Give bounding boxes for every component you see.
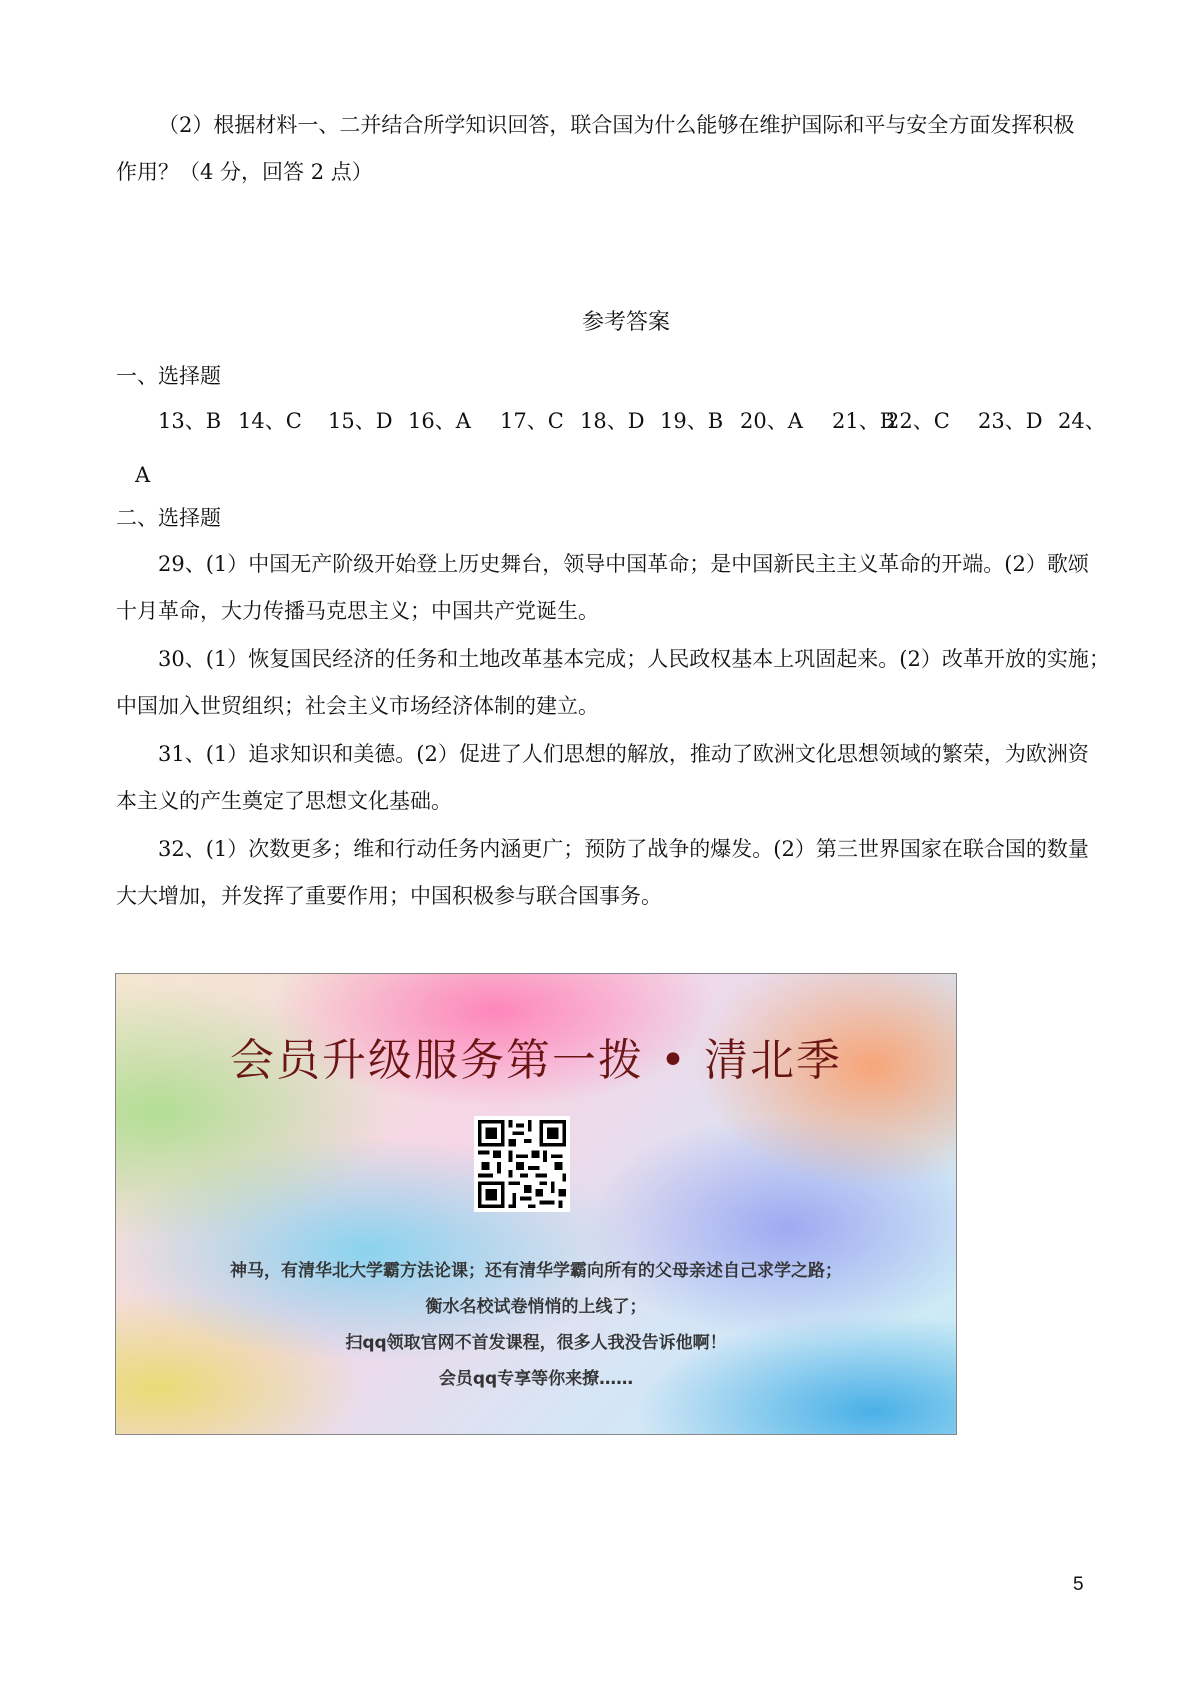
mc-answer: 23、D	[978, 409, 1043, 433]
banner-line: 会员qq专享等你来撩……	[438, 1369, 634, 1389]
answer-line: 中国加入世贸组织；社会主义市场经济体制的建立。	[116, 694, 599, 718]
question-2	[116, 102, 1096, 196]
question-line-1: （2）根据材料一、二并结合所学知识回答，联合国为什么能够在维护国际和平与安全方面发挥积极	[158, 113, 1075, 137]
banner-line: 扫qq领取官网不首发课程，很多人我没告诉他啊！	[345, 1333, 727, 1353]
answer-line: 31、(1）追求知识和美德。(2）促进了人们思想的解放，推动了欧洲文化思想领域的繁荣，为欧洲资	[158, 742, 1089, 766]
mc-answer: 18、D	[580, 409, 645, 433]
mc-answer: 14、C	[238, 409, 302, 433]
answer-29	[116, 541, 1096, 635]
answer-line: 30、(1）恢复国民经济的任务和土地改革基本完成；人民政权基本上巩固起来。(2）改革开放的实施；	[158, 647, 1110, 671]
mc-answer: 24、	[1058, 409, 1106, 433]
mc-answer: 17、C	[500, 409, 564, 433]
answer-32	[116, 826, 1096, 920]
question-line-2: 作用？（4 分，回答 2 点）	[116, 160, 373, 184]
mc-answer: 19、B	[660, 409, 724, 433]
page-number: 5	[1073, 1574, 1084, 1595]
mc-answer-wrap: A	[135, 463, 151, 487]
answer-line: 本主义的产生奠定了思想文化基础。	[116, 789, 452, 813]
mc-answer: 16、A	[408, 409, 471, 433]
answer-30	[116, 636, 1110, 730]
mc-answer: 13、B	[158, 409, 222, 433]
mc-answer: 15、D	[328, 409, 393, 433]
answer-line: 29、(1）中国无产阶级开始登上历史舞台，领导中国革命；是中国新民主主义革命的开端。(2）歌颂	[158, 552, 1089, 576]
qr-code-icon[interactable]	[474, 1116, 570, 1212]
banner-title: 会员升级服务第一拨 • 清北季	[230, 1035, 842, 1086]
promo-banner[interactable]	[115, 973, 957, 1435]
section1-heading: 一、选择题	[116, 364, 221, 388]
mc-answer: 21、B	[832, 409, 896, 433]
answer-31	[116, 731, 1096, 825]
mc-answer: 22、C	[886, 409, 950, 433]
mc-answer-row	[116, 405, 1116, 452]
section2-heading: 二、选择题	[116, 506, 221, 530]
answer-line: 32、(1）次数更多；维和行动任务内涵更广；预防了战争的爆发。(2）第三世界国家在联合国的数量	[158, 837, 1089, 861]
mc-answer: 20、A	[740, 409, 803, 433]
banner-line: 神马，有清华北大学霸方法论课；还有清华学霸向所有的父母亲述自己求学之路；	[230, 1261, 842, 1281]
answer-line: 十月革命，大力传播马克思主义；中国共产党诞生。	[116, 599, 599, 623]
answer-line: 大大增加，并发挥了重要作用；中国积极参与联合国事务。	[116, 884, 662, 908]
answer-title: 参考答案	[581, 310, 670, 335]
banner-line: 衡水名校试卷悄悄的上线了；	[425, 1297, 647, 1317]
